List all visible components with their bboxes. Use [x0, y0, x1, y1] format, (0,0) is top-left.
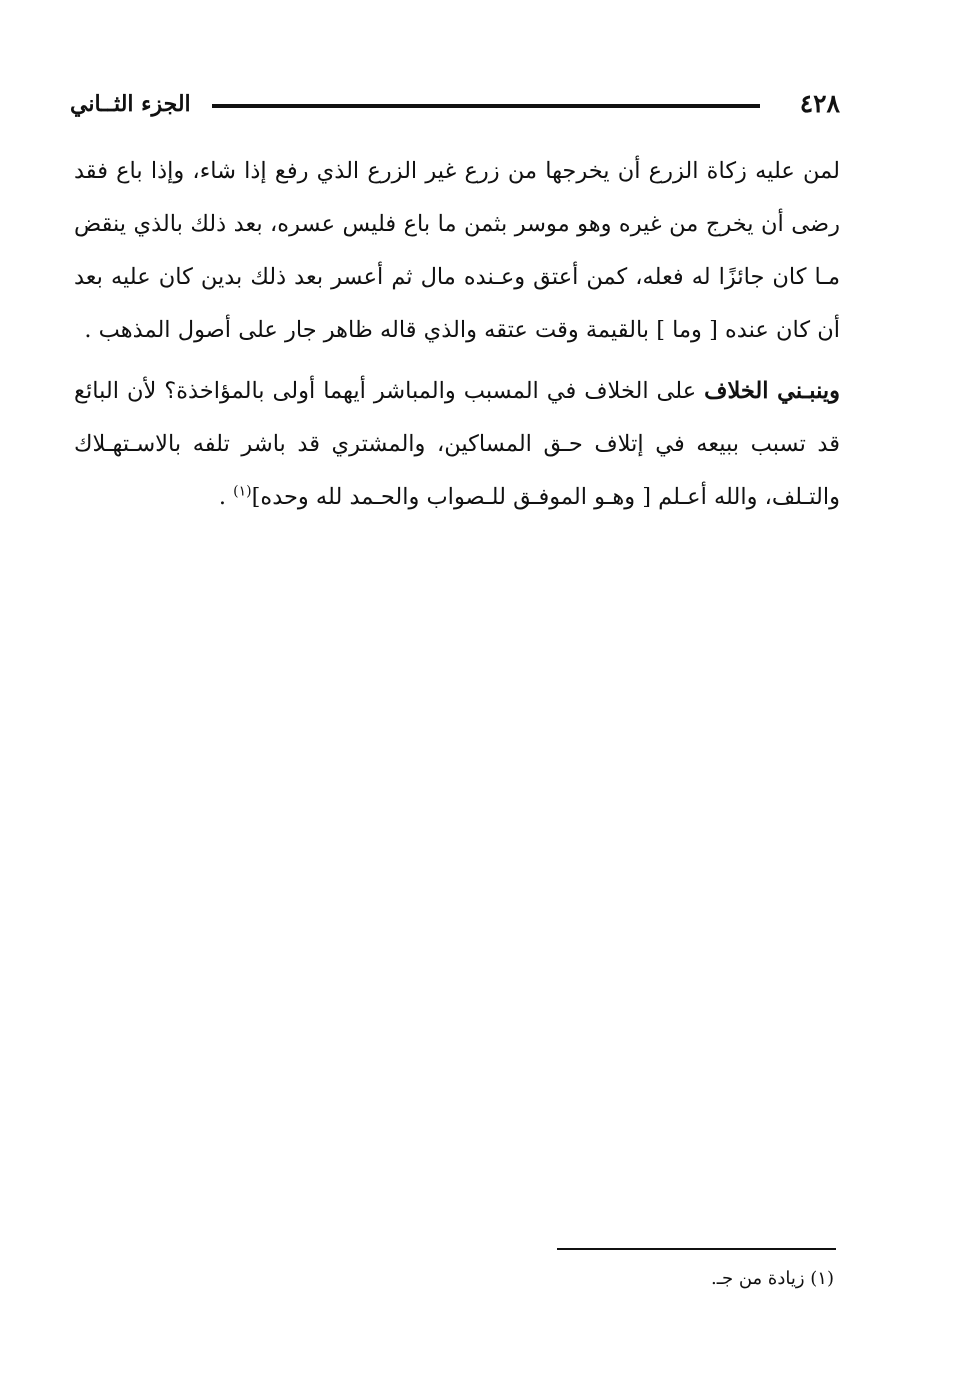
- footnote: (١) زيادة من جـ.: [711, 1268, 834, 1289]
- paragraph-1: لمن عليه زكاة الزرع أن يخرجها من زرع غير الزرع الذي رفع إذا شاء، وإذا باع فقد رضى أن يخرج من غيره وهو موسر بثمن ما باع فليس عسره، بعد ذلك بالذي ينقض مـا كان جائزًا له فعله، كمن أعتق وعـنده مال ثم أعسر بعد ذلك بدين كان عليه بعد أن كان عنده [ وما ] بالقيمة وقت عتقه والذي قاله ظاهر جار على أصول المذهب .: [74, 158, 840, 343]
- paragraph-2-lead: وينبـني الخلاف: [704, 378, 840, 404]
- footnote-reference: (١): [233, 483, 252, 500]
- paragraph-2: [74, 365, 840, 524]
- paragraph-2-end: .: [218, 484, 234, 510]
- section-title: الجزء الثــاني: [70, 91, 191, 117]
- header-rule: [212, 104, 760, 108]
- page-number: ٤٢٨: [799, 89, 840, 118]
- page-header: [70, 86, 840, 126]
- footnote-rule: [557, 1248, 836, 1250]
- paragraph-2-text: على الخلاف في المسبب والمباشر أيهما أولى بالمؤاخذة؟ لأن البائع قد تسبب ببيعه في إتلاف حـق المساكين، والمشتري قد باشر تلفه بالاسـتهـلاك والتـلف، والله أعـلم [ وهـو الموفـق للـصواب والحـمد لله وحده]: [74, 378, 840, 510]
- main-text: [74, 145, 840, 524]
